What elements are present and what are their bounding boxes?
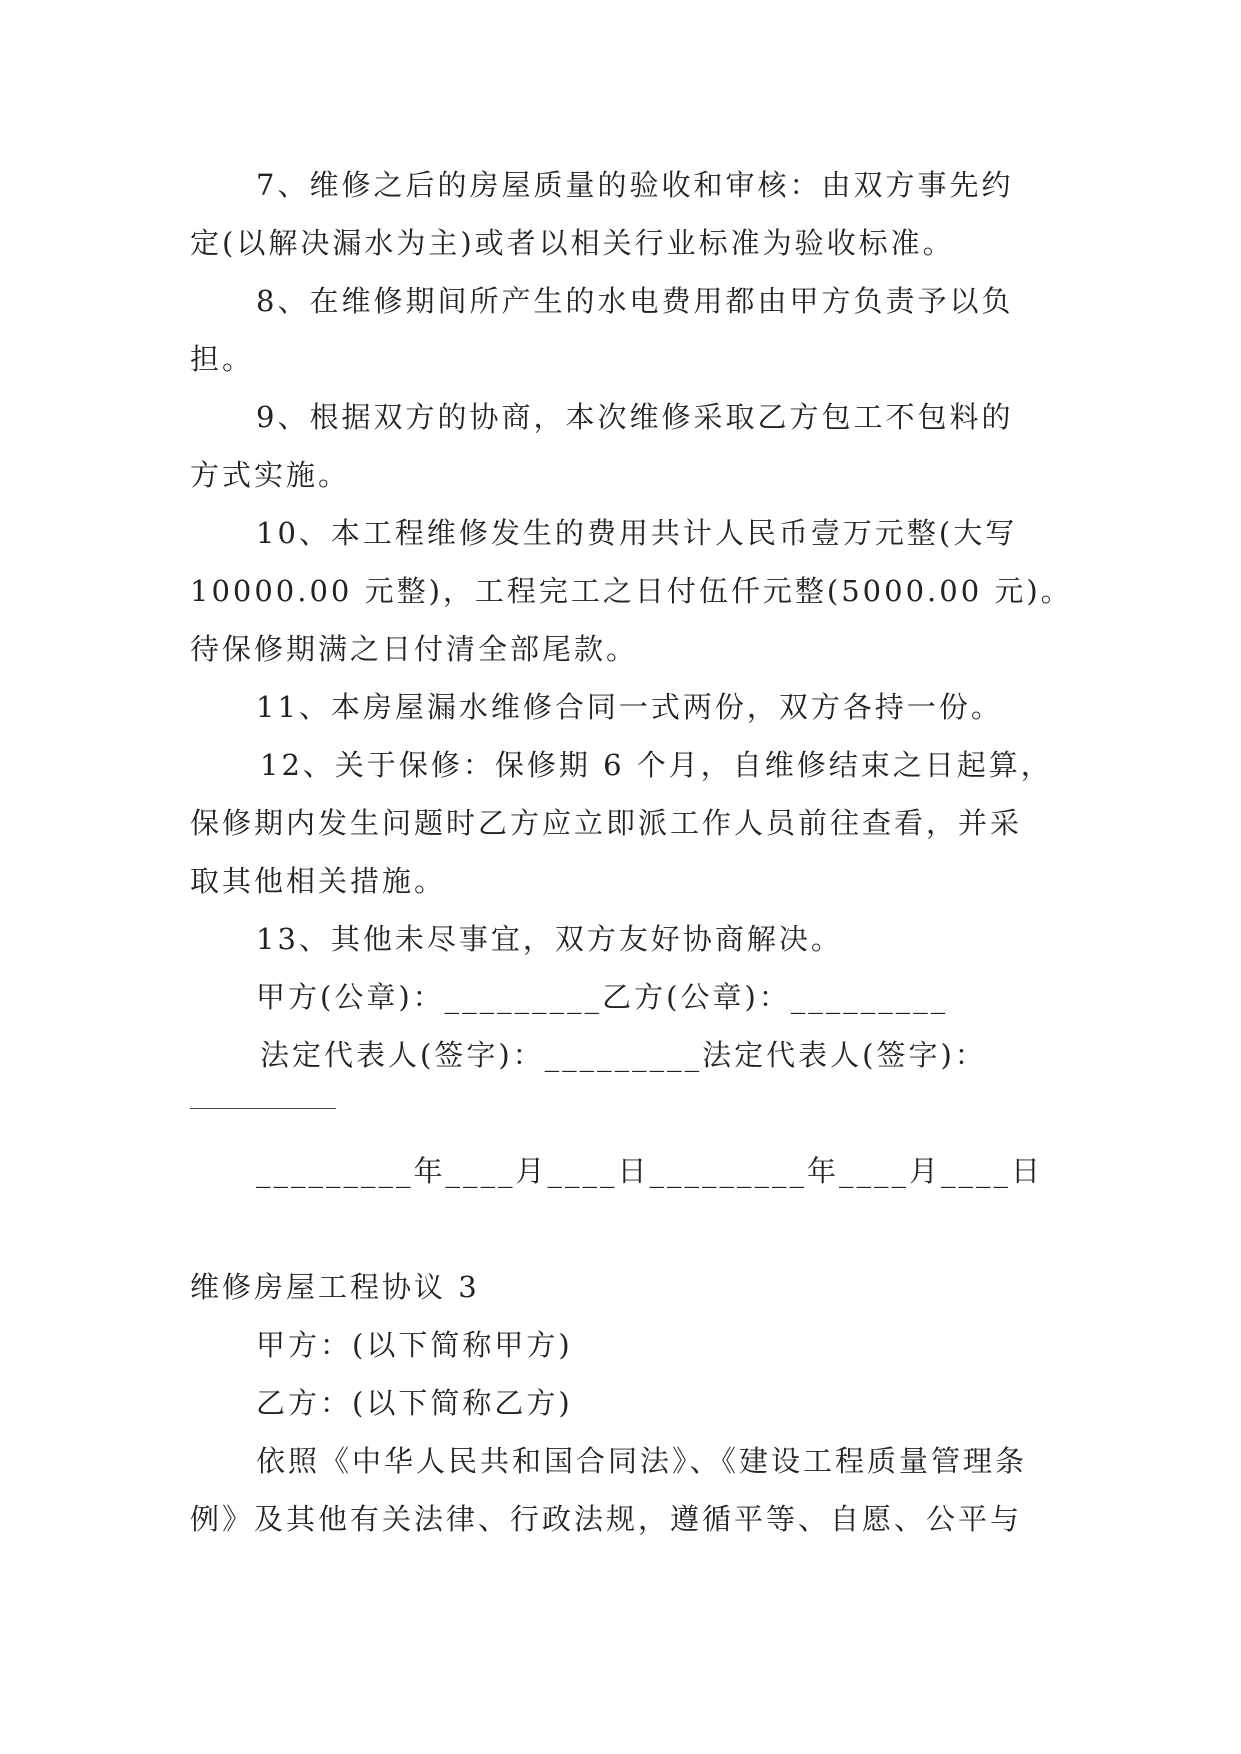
clause-10-line-3: 待保修期满之日付清全部尾款。 bbox=[190, 632, 639, 666]
party-seal-line: 甲方(公章)：_________乙方(公章)：_________ bbox=[256, 980, 949, 1014]
clause-10-line-1: 10、本工程维修发生的费用共计人民币壹万元整(大写 bbox=[256, 516, 1018, 550]
clause-9-line-2: 方式实施。 bbox=[190, 458, 351, 492]
clause-7-line-2: 定(以解决漏水为主)或者以相关行业标准为验收标准。 bbox=[190, 226, 955, 260]
preamble-line-2: 例》及其他有关法律、行政法规，遵循平等、自愿、公平与 bbox=[190, 1502, 1023, 1536]
party-b-line: 乙方：(以下简称乙方) bbox=[256, 1386, 573, 1420]
clause-12-line-2: 保修期内发生问题时乙方应立即派工作人员前往查看，并采 bbox=[190, 806, 1023, 840]
date-line: _________年____月____日_________年____月____日 bbox=[256, 1154, 1044, 1188]
signature-blank bbox=[190, 1108, 336, 1109]
clause-12-line-3: 取其他相关措施。 bbox=[190, 864, 447, 898]
clause-8-line-1: 8、在维修期间所产生的水电费用都由甲方负责予以负 bbox=[256, 284, 1014, 318]
preamble-line-1: 依照《中华人民共和国合同法》、《建设工程质量管理条 bbox=[256, 1444, 1028, 1478]
clause-11-line-1: 11、本房屋漏水维修合同一式两份，双方各持一份。 bbox=[256, 690, 1003, 724]
clause-8-line-2: 担。 bbox=[190, 342, 255, 376]
clause-12-line-1: 12、关于保修：保修期 6 个月，自维修结束之日起算， bbox=[260, 748, 1053, 782]
clause-10-line-2: 10000.00 元整)，工程完工之日付伍仟元整(5000.00 元)。 bbox=[190, 574, 1073, 608]
clause-13-line-1: 13、其他未尽事宜，双方友好协商解决。 bbox=[256, 922, 843, 956]
representative-signature-line: 法定代表人(签字)：_________法定代表人(签字)： bbox=[260, 1038, 987, 1072]
party-a-line: 甲方：(以下简称甲方) bbox=[256, 1328, 573, 1362]
section-title: 维修房屋工程协议 3 bbox=[190, 1270, 480, 1304]
clause-9-line-1: 9、根据双方的协商，本次维修采取乙方包工不包料的 bbox=[256, 400, 1014, 434]
clause-7-line-1: 7、维修之后的房屋质量的验收和审核：由双方事先约 bbox=[256, 168, 1014, 202]
